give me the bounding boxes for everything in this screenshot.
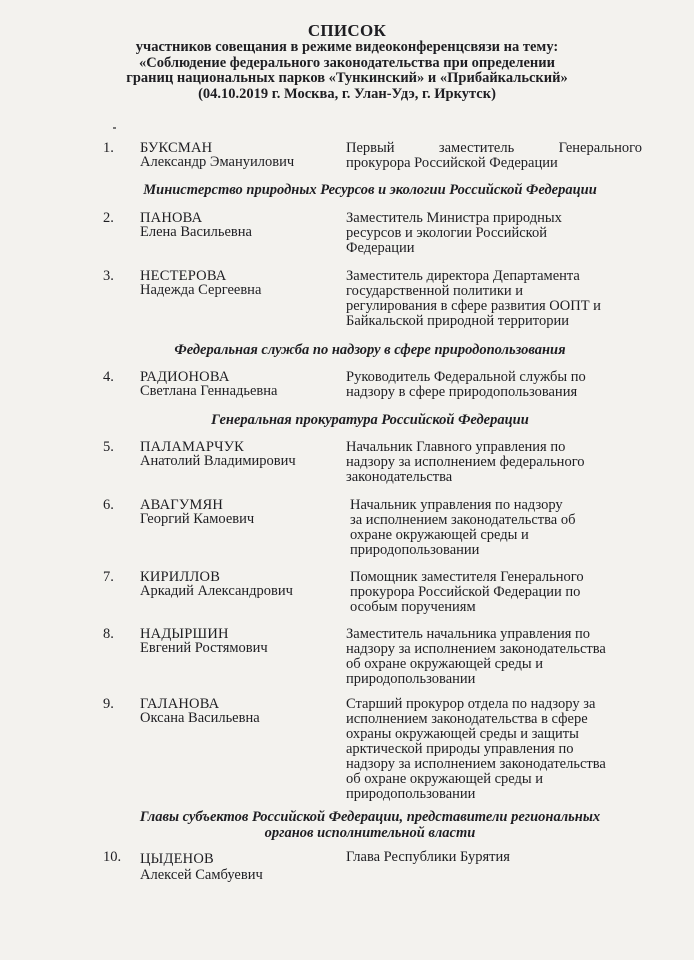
participant-position: [350, 498, 646, 558]
position-line: за исполнением законодательства об: [350, 512, 576, 528]
document-header: [0, 21, 694, 102]
participant-position: [346, 370, 642, 400]
position-line: Начальник Главного управления по: [346, 439, 566, 455]
position-line: Руководитель Федеральной службы по: [346, 369, 586, 385]
position-line: природопользовании: [350, 542, 480, 558]
participant-number: 2.: [103, 210, 114, 226]
participant-surname: ЦЫДЕНОВ: [140, 851, 214, 867]
position-line: надзору за исполнением федерального: [346, 454, 585, 470]
participant-given-name: Елена Васильевна: [140, 224, 252, 240]
participant-position: [346, 440, 642, 485]
participant-surname: НЕСТЕРОВА: [140, 268, 227, 284]
participant-position: [350, 570, 646, 615]
participant-given-name: Оксана Васильевна: [140, 710, 260, 726]
participant-given-name: Аркадий Александрович: [140, 583, 293, 599]
position-line: Федерации: [346, 240, 415, 256]
position-line: исполнением законодательства в сфере: [346, 711, 588, 727]
participant-given-name: Светлана Геннадьевна: [140, 383, 278, 399]
participant-surname: БУКСМАН: [140, 140, 213, 156]
participant-number: 10.: [103, 849, 122, 865]
position-line: природопользовании: [346, 671, 476, 687]
section-heading-continued: органов исполнительной власти: [264, 825, 476, 841]
section-heading: Генеральная прокуратура Российской Федерации: [211, 412, 529, 428]
position-line: прокурора Российской Федерации: [346, 155, 558, 171]
participant-number: 9.: [103, 696, 114, 712]
position-line: государственной политики и: [346, 283, 524, 299]
subtitle-line-2: «Соблюдение федерального законодательства при определении: [138, 54, 555, 71]
position-line: надзору за исполнением законодательства: [346, 756, 606, 772]
position-line: Заместитель Министра природных: [346, 210, 562, 226]
position-line: природопользовании: [346, 786, 476, 802]
position-line: арктической природы управления по: [346, 741, 574, 757]
participant-surname: ГАЛАНОВА: [140, 696, 220, 712]
position-line: об охране окружающей среды и: [346, 656, 544, 672]
participant-given-name: Алексей Самбуевич: [140, 867, 263, 883]
participant-number: 4.: [103, 369, 114, 385]
scan-mark: [113, 127, 116, 129]
participant-given-name: Георгий Камоевич: [140, 511, 255, 527]
participant-surname: ПАНОВА: [140, 210, 203, 226]
section-heading: Федеральная служба по надзору в сфере природопользования: [174, 342, 566, 358]
participant-position: [346, 627, 642, 687]
section-heading: Министерство природных Ресурсов и экологии Российской Федерации: [143, 182, 597, 198]
participant-given-name: Надежда Сергеевна: [140, 282, 262, 298]
position-line: охране окружающей среды и: [350, 527, 529, 543]
participant-number: 1.: [103, 140, 114, 156]
participant-given-name: Евгений Ростямович: [140, 640, 268, 656]
participant-given-name: Александр Эмануилович: [140, 154, 295, 170]
position-line: регулирования в сфере развития ООПТ и: [346, 298, 601, 314]
subtitle-line-4: (04.10.2019 г. Москва, г. Улан-Удэ, г. Иркутск): [198, 85, 496, 102]
subtitle-line-1: участников совещания в режиме видеоконференцсвязи на тему:: [135, 39, 559, 55]
position-line: об охране окружающей среды и: [346, 771, 544, 787]
position-line: Начальник управления по надзору: [350, 497, 563, 513]
subtitle-line-3: границ национальных парков «Тункинский» и «Прибайкальский»: [126, 70, 568, 86]
position-line: Глава Республики Бурятия: [346, 849, 510, 865]
position-line: охраны окружающей среды и защиты: [346, 726, 579, 742]
position-line: Байкальской природной территории: [346, 313, 569, 329]
participant-number: 6.: [103, 497, 114, 513]
position-line: ресурсов и экологии Российской: [346, 225, 547, 241]
participant-position: [346, 697, 642, 802]
participant-number: 3.: [103, 268, 114, 284]
position-line: Заместитель начальника управления по: [346, 626, 591, 642]
position-line: надзору за исполнением законодательства: [346, 641, 606, 657]
participant-position: [346, 211, 642, 256]
participant-surname: АВАГУМЯН: [140, 497, 223, 513]
document-title: СПИСОК: [307, 21, 387, 40]
position-line: прокурора Российской Федерации по: [350, 584, 581, 600]
participant-number: 5.: [103, 439, 114, 455]
position-line: Заместитель директора Департамента: [346, 268, 580, 284]
position-line: надзору в сфере природопользования: [346, 384, 578, 400]
position-line: Помощник заместителя Генерального: [350, 569, 584, 585]
participant-surname: КИРИЛЛОВ: [140, 569, 221, 585]
participant-number: 7.: [103, 569, 114, 585]
position-line: законодательства: [346, 469, 453, 485]
position-line: Первый заместитель Генерального: [346, 140, 642, 156]
participant-given-name: Анатолий Владимирович: [140, 453, 296, 469]
participant-position: [346, 141, 642, 171]
participant-position: [346, 850, 642, 865]
position-line: особым поручениям: [350, 599, 476, 615]
participant-surname: НАДЫРШИН: [140, 626, 229, 642]
participant-position: [346, 269, 642, 329]
section-heading: Главы субъектов Российской Федерации, представители региональных: [139, 809, 601, 825]
participant-number: 8.: [103, 626, 114, 642]
participant-surname: ПАЛАМАРЧУК: [140, 439, 245, 455]
position-line: Старший прокурор отдела по надзору за: [346, 696, 596, 712]
participant-surname: РАДИОНОВА: [140, 369, 230, 385]
